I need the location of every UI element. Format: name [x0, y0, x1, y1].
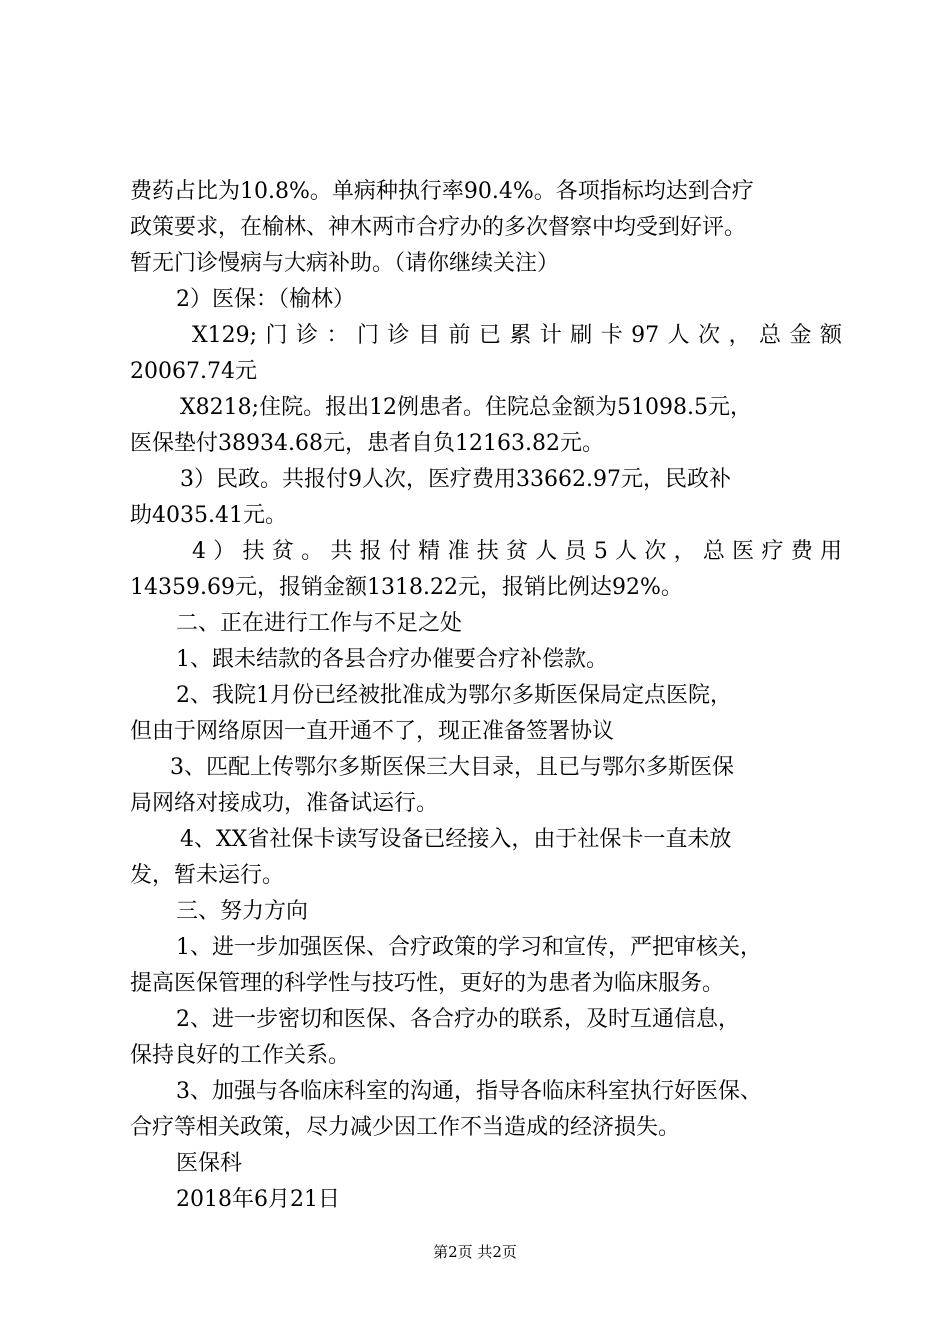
- text-line: 发，暂未运行。: [130, 863, 285, 888]
- text-line: 2、进一步密切和医保、各合疗办的联系，及时互通信息，: [176, 1007, 740, 1032]
- text-line: 保持良好的工作关系。: [130, 1043, 351, 1068]
- text-line: X129;门诊：门诊目前已累计刷卡97人次，总金额: [192, 323, 842, 348]
- text-line: 暂无门诊慢病与大病补助。（请你继续关注）: [130, 251, 560, 276]
- text-line: 1、进一步加强医保、合疗政策的学习和宣传，严把审核关，: [176, 935, 762, 960]
- section-heading: 三、努力方向: [176, 899, 309, 924]
- text-line: 2）医保：（榆林）: [176, 287, 355, 312]
- text-line: 提高医保管理的科学性与技巧性，更好的为患者为临床服务。: [130, 971, 725, 996]
- text-line: 费药占比为10.8%。单病种执行率90.4%。各项指标均达到合疗: [130, 179, 754, 204]
- text-line: 医保垫付38934.68元，患者自负12163.82元。: [130, 431, 604, 456]
- text-line: 2、我院1月份已经被批准成为鄂尔多斯医保局定点医院，: [176, 683, 732, 708]
- signature-department: 医保科: [176, 1151, 243, 1176]
- text-line: 助4035.41元。: [130, 503, 287, 528]
- section-heading: 二、正在进行工作与不足之处: [176, 611, 463, 636]
- text-line: 局网络对接成功，准备试运行。: [130, 791, 439, 816]
- page-number: 第2页 共2页: [433, 1243, 517, 1261]
- document-body: [130, 174, 842, 1218]
- text-line: 4）扶贫。共报付精准扶贫人员5人次，总医疗费用: [192, 539, 842, 564]
- text-line: X8218;住院。报出12例患者。住院总金额为51098.5元，: [180, 395, 753, 420]
- signature-date: 2018年6月21日: [176, 1187, 340, 1212]
- text-line: 但由于网络原因一直开通不了，现正准备签署协议: [130, 719, 615, 744]
- text-line: 合疗等相关政策，尽力减少因工作不当造成的经济损失。: [130, 1115, 681, 1140]
- text-line: 3）民政。共报付9人次，医疗费用33662.97元，民政补: [180, 467, 731, 492]
- text-line: 4、XX省社保卡读写设备已经接入，由于社保卡一直未放: [180, 827, 732, 852]
- text-line: 1、跟未结款的各县合疗办催要合疗补偿款。: [176, 647, 608, 672]
- text-line: 政策要求，在榆林、神木两市合疗办的多次督察中均受到好评。: [130, 215, 747, 240]
- text-line: 20067.74元: [130, 359, 257, 384]
- text-line: 3、匹配上传鄂尔多斯医保三大目录，且已与鄂尔多斯医保: [170, 755, 734, 780]
- page-footer: [0, 1242, 950, 1262]
- text-line: 3、加强与各临床科室的沟通，指导各临床科室执行好医保、: [176, 1079, 762, 1104]
- text-line: 14359.69元，报销金额1318.22元，报销比例达92%。: [130, 575, 683, 600]
